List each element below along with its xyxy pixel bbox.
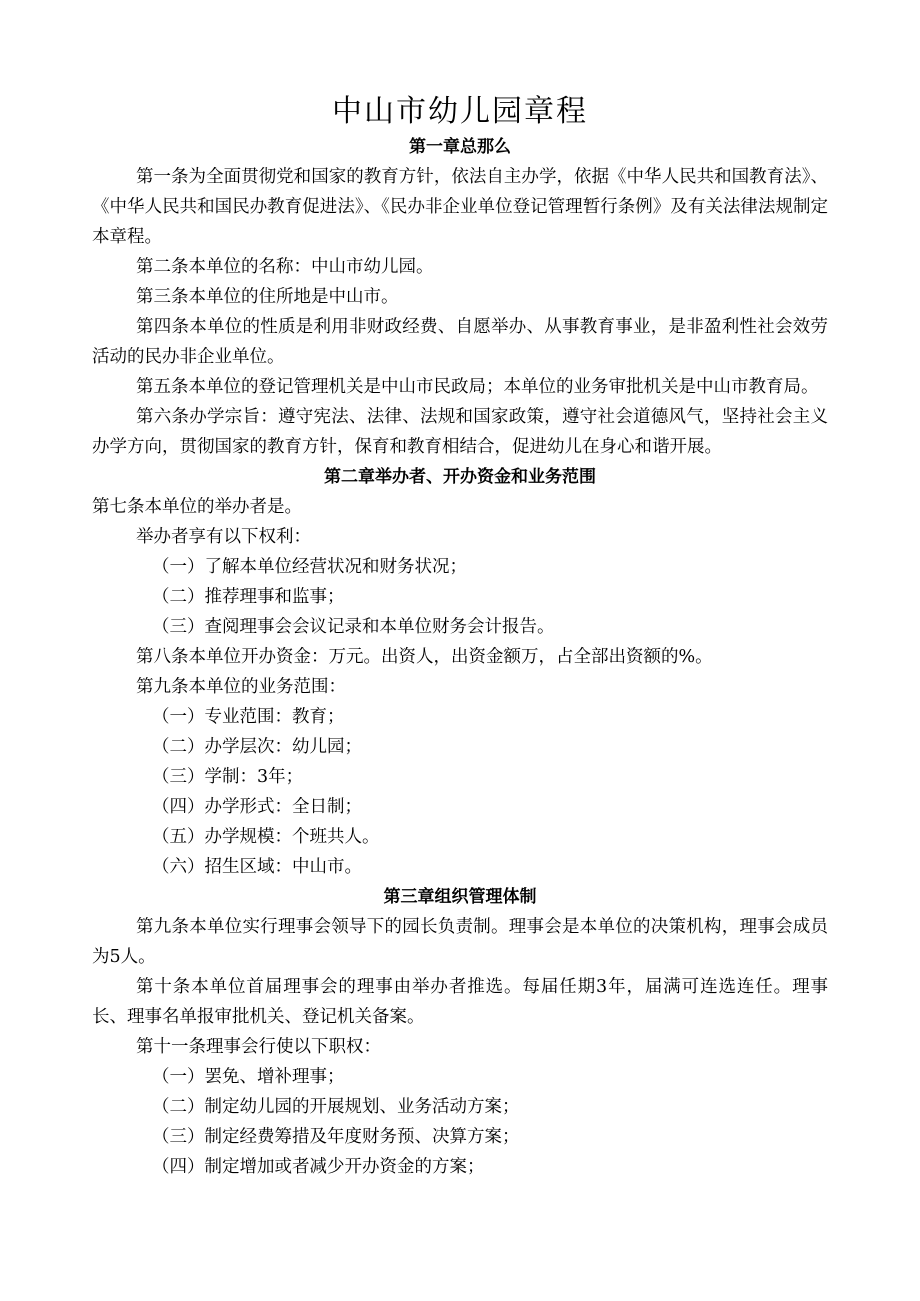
right-item: （二）推荐理事和监事；	[152, 587, 345, 607]
article-5: 第五条本单位的登记管理机关是中山市民政局；本单位的业务审批机关是中山市教育局。	[136, 377, 819, 397]
power-item: （四）制定增加或者减少开办资金的方案；	[152, 1157, 485, 1177]
article-4: 第四条本单位的性质是利用非财政经费、自愿举办、从事教育事业，是非盈利性社会效劳活动的民办非企业单位。	[92, 317, 828, 367]
chapter-3-heading: 第三章组织管理体制	[383, 887, 537, 907]
scope-item: （三）学制：3年；	[152, 767, 304, 787]
article-7: 第七条本单位的举办者是。	[92, 497, 302, 517]
article-10: 第十条本单位首届理事会的理事由举办者推选。每届任期3年，届满可连选连任。理事长、理事名单报审批机关、登记机关备案。	[92, 977, 828, 1027]
article-11: 第十一条理事会行使以下职权：	[136, 1037, 381, 1057]
rights-intro: 举办者享有以下权利：	[136, 527, 311, 547]
article-1: 第一条为全面贯彻党和国家的教育方针，依法自主办学，依据《中华人民共和国教育法》、《中华人民共和国民办教育促进法》、《民办非企业单位登记管理暂行条例》及有关法律法规制定本章程。	[92, 167, 828, 247]
scope-item: （五）办学规模：个班共人。	[152, 827, 380, 847]
scope-item: （六）招生区域：中山市。	[152, 857, 362, 877]
chapter-1-heading: 第一章总那么	[409, 137, 511, 157]
power-item: （二）制定幼儿园的开展规划、业务活动方案；	[152, 1097, 520, 1117]
chapter-2-heading: 第二章举办者、开办资金和业务范围	[324, 467, 596, 487]
power-item: （一）罢免、增补理事；	[152, 1067, 345, 1087]
right-item: （一）了解本单位经营状况和财务状况；	[152, 557, 467, 577]
article-3: 第三条本单位的住所地是中山市。	[136, 287, 399, 307]
right-item: （三）查阅理事会会议记录和本单位财务会计报告。	[152, 617, 555, 637]
scope-item: （一）专业范围：教育；	[152, 707, 345, 727]
article-2: 第二条本单位的名称：中山市幼儿园。	[136, 257, 434, 277]
scope-item: （四）办学形式：全日制；	[152, 797, 362, 817]
article-6: 第六条办学宗旨：遵守宪法、法律、法规和国家政策，遵守社会道德风气，坚持社会主义办学方向，贯彻国家的教育方针，保育和教育相结合，促进幼儿在身心和谐开展。	[92, 407, 828, 457]
article-8: 第八条本单位开办资金：万元。出资人，出资金额万，占全部出资额的%。	[136, 647, 713, 667]
article-9-governance: 第九条本单位实行理事会领导下的园长负责制。理事会是本单位的决策机构，理事会成员为5人。	[92, 917, 828, 967]
document-title: 中山市幼儿园章程	[332, 94, 588, 129]
scope-item: （二）办学层次：幼儿园；	[152, 737, 362, 757]
article-9-scope: 第九条本单位的业务范围：	[136, 677, 346, 697]
power-item: （三）制定经费筹措及年度财务预、决算方案；	[152, 1127, 520, 1147]
